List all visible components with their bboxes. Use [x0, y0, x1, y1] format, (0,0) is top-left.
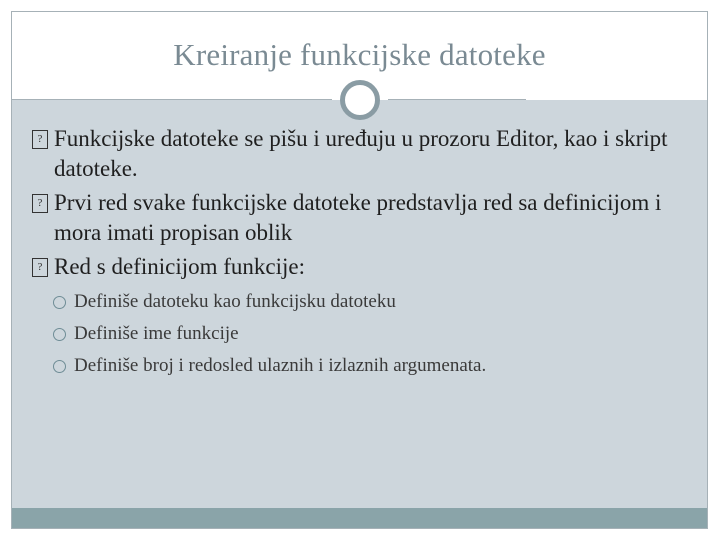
bullet-text: Red s definicijom funkcije: [54, 254, 306, 279]
slide-frame [11, 11, 708, 529]
sub-bullet-item [52, 318, 697, 350]
missing-glyph-bullet-icon: ? [32, 258, 48, 277]
bullet-item [32, 188, 697, 248]
missing-glyph-bullet-icon: ? [32, 130, 48, 149]
circle-bullet-icon [53, 296, 66, 309]
slide-content [12, 100, 707, 508]
footer-bar [12, 508, 707, 528]
circle-bullet-icon [53, 360, 66, 373]
sub-bullet-list [32, 286, 697, 382]
bullet-item [32, 124, 697, 184]
ring-ornament-icon [340, 80, 380, 120]
bullet-list [32, 124, 697, 382]
bullet-text: Funkcijske datoteke se pišu i uređuju u prozoru Editor, kao i skript datoteke. [54, 126, 668, 181]
slide-title: Kreiranje funkcijske datoteke [173, 37, 546, 72]
circle-bullet-icon [53, 328, 66, 341]
sub-bullet-item [52, 350, 697, 382]
bullet-text: Prvi red svake funkcijske datoteke predstavlja red sa definicijom i mora imati propisan oblik [54, 190, 662, 245]
bullet-item [32, 252, 697, 282]
sub-bullet-text: Definiše datoteku kao funkcijsku datoteku [74, 291, 396, 312]
sub-bullet-item [52, 286, 697, 318]
sub-bullet-text: Definiše broj i redosled ulaznih i izlaznih argumenata. [74, 355, 487, 376]
sub-bullet-text: Definiše ime funkcije [74, 323, 239, 344]
missing-glyph-bullet-icon: ? [32, 194, 48, 213]
